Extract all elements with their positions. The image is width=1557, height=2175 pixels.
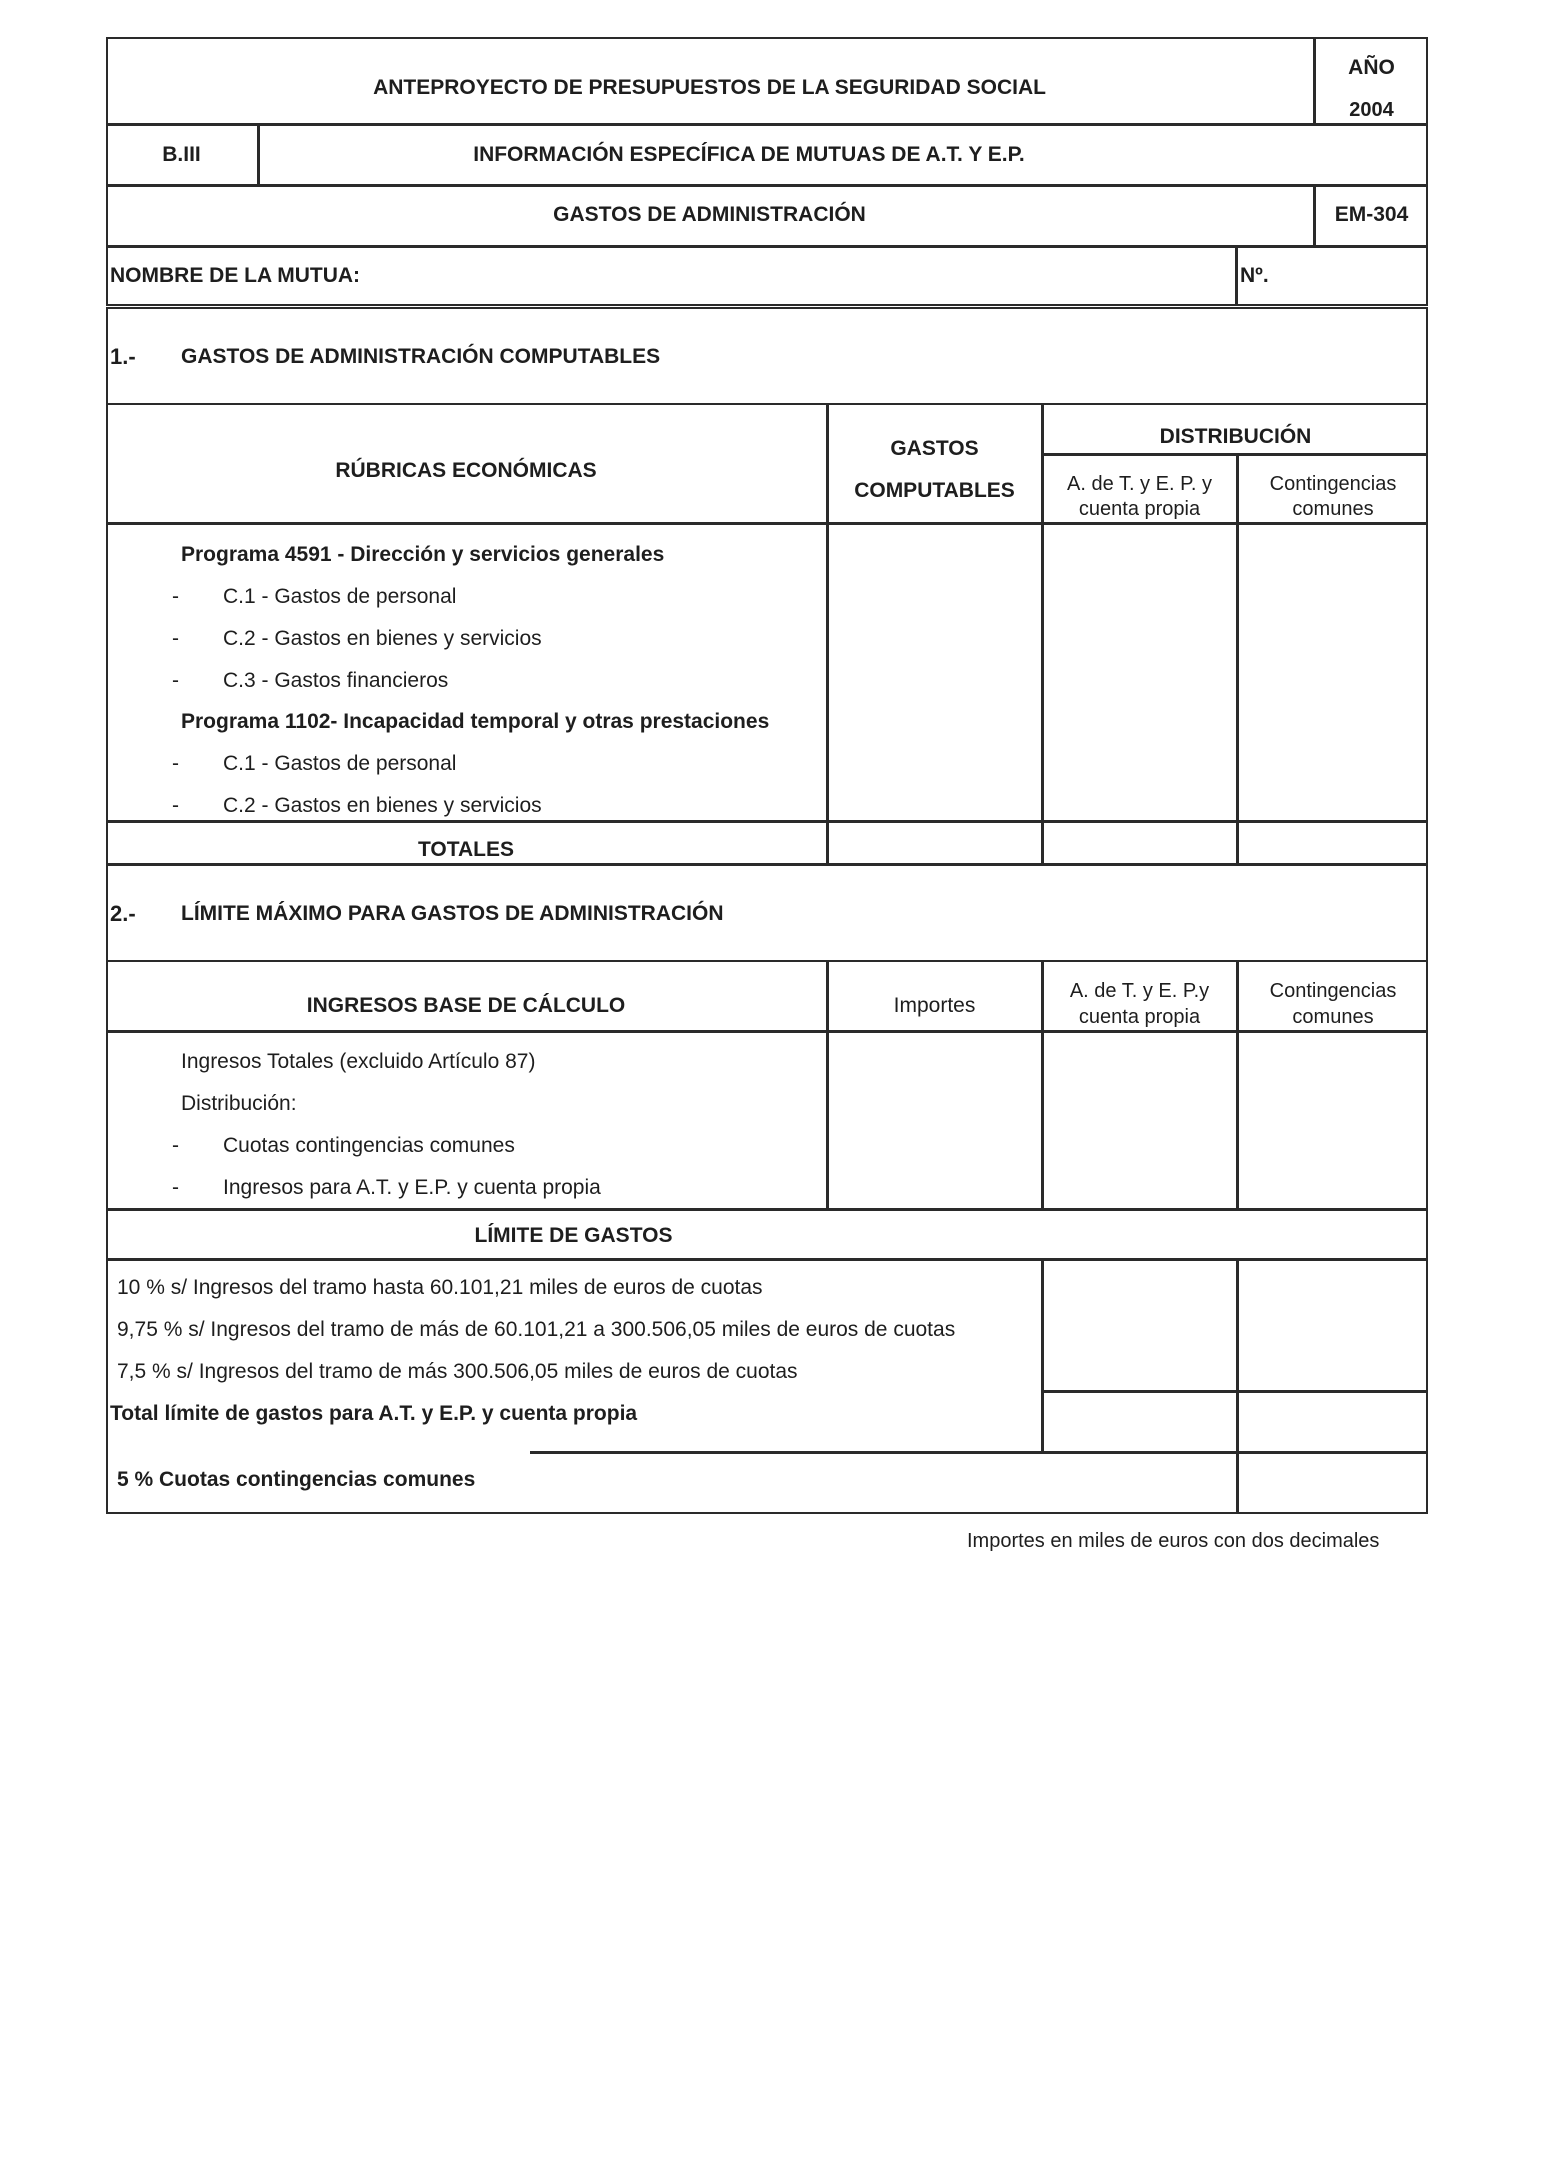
limite-row-75: 7,5 % s/ Ingresos del tramo de más 300.506,05 miles de euros de cuotas bbox=[117, 1360, 798, 1383]
row-dash: - bbox=[172, 1134, 179, 1157]
col-header-rubricas: RÚBRICAS ECONÓMICAS bbox=[335, 459, 597, 482]
section-1-title: GASTOS DE ADMINISTRACIÓN COMPUTABLES bbox=[181, 345, 661, 368]
col-header-at-line2: cuenta propia bbox=[1078, 1006, 1201, 1028]
mutua-number-field[interactable] bbox=[1272, 248, 1426, 304]
row-dash: - bbox=[172, 752, 179, 775]
cuotas-5-label: 5 % Cuotas contingencias comunes bbox=[117, 1468, 476, 1491]
section-code: B.III bbox=[162, 143, 201, 166]
row-programa-4591: Programa 4591 - Dirección y servicios generales bbox=[181, 543, 665, 566]
cuotas-5-cc-input[interactable] bbox=[1239, 1454, 1427, 1512]
row-4591-c3: C.3 - Gastos financieros bbox=[223, 669, 449, 692]
row-1102-c2: C.2 - Gastos en bienes y servicios bbox=[223, 794, 542, 817]
divider bbox=[106, 184, 1428, 187]
mutua-number-label: Nº. bbox=[1240, 264, 1269, 287]
form-code: EM-304 bbox=[1334, 203, 1409, 226]
col-header-cc-line1: Contingencias bbox=[1269, 980, 1397, 1002]
row-programa-1102: Programa 1102- Incapacidad temporal y otras prestaciones bbox=[181, 710, 770, 733]
importes-input[interactable] bbox=[829, 1033, 1040, 1207]
total-limite-label: Total límite de gastos para A.T. y E.P. y cuenta propia bbox=[110, 1402, 638, 1425]
limite-cc-input[interactable] bbox=[1239, 1261, 1427, 1389]
limite-title: LÍMITE DE GASTOS bbox=[474, 1224, 673, 1247]
total-limite-at-input[interactable] bbox=[1044, 1393, 1235, 1450]
col-header-cc-line2: comunes bbox=[1292, 498, 1374, 520]
footer-note: Importes en miles de euros con dos decimales bbox=[967, 1530, 1380, 1552]
col-header-cc-line2: comunes bbox=[1292, 1006, 1374, 1028]
divider bbox=[1041, 453, 1428, 456]
row-dash: - bbox=[172, 669, 179, 692]
col-header-ingresos: INGRESOS BASE DE CÁLCULO bbox=[306, 994, 626, 1017]
row-cuotas-cc: Cuotas contingencias comunes bbox=[223, 1134, 515, 1157]
ingresos-cc-input[interactable] bbox=[1239, 1033, 1427, 1207]
totals-label: TOTALES bbox=[417, 838, 515, 861]
col-header-distribucion: DISTRIBUCIÓN bbox=[1159, 425, 1312, 448]
form-title: GASTOS DE ADMINISTRACIÓN bbox=[553, 203, 866, 226]
distribucion-at-input[interactable] bbox=[1044, 525, 1235, 819]
row-dash: - bbox=[172, 794, 179, 817]
year-label: AÑO bbox=[1348, 56, 1395, 79]
mutua-name-label: NOMBRE DE LA MUTUA: bbox=[110, 264, 361, 287]
row-4591-c1: C.1 - Gastos de personal bbox=[223, 585, 457, 608]
row-dash: - bbox=[172, 627, 179, 650]
row-1102-c1: C.1 - Gastos de personal bbox=[223, 752, 457, 775]
col-header-at-line1: A. de T. y E. P. y bbox=[1067, 473, 1212, 495]
row-distribucion: Distribución: bbox=[181, 1092, 297, 1115]
section-title: INFORMACIÓN ESPECÍFICA DE MUTUAS DE A.T. Y E.P. bbox=[473, 143, 1025, 166]
limite-at-input[interactable] bbox=[1044, 1261, 1235, 1389]
section-2-title: LÍMITE MÁXIMO PARA GASTOS DE ADMINISTRACIÓN bbox=[181, 902, 724, 925]
year-value: 2004 bbox=[1349, 99, 1394, 121]
section-2-number: 2.- bbox=[110, 901, 136, 926]
limite-row-975: 9,75 % s/ Ingresos del tramo de más de 60.101,21 a 300.506,05 miles de euros de cuotas bbox=[117, 1318, 956, 1341]
limite-row-10: 10 % s/ Ingresos del tramo hasta 60.101,21 miles de euros de cuotas bbox=[117, 1276, 763, 1299]
col-header-gastos: GASTOS bbox=[890, 437, 979, 460]
col-header-at-line1: A. de T. y E. P.y bbox=[1069, 980, 1210, 1002]
col-header-cc-line1: Contingencias bbox=[1269, 473, 1397, 495]
col-header-importes: Importes bbox=[893, 994, 976, 1017]
row-4591-c2: C.2 - Gastos en bienes y servicios bbox=[223, 627, 542, 650]
row-dash: - bbox=[172, 1176, 179, 1199]
mutua-name-field[interactable] bbox=[380, 248, 1232, 304]
col-header-computables: COMPUTABLES bbox=[854, 479, 1015, 502]
gastos-computables-input[interactable] bbox=[829, 525, 1040, 819]
row-ingresos-at: Ingresos para A.T. y E.P. y cuenta propia bbox=[223, 1176, 601, 1199]
row-dash: - bbox=[172, 585, 179, 608]
distribucion-cc-input[interactable] bbox=[1239, 525, 1427, 819]
divider bbox=[106, 1208, 1428, 1211]
page-title: ANTEPROYECTO DE PRESUPUESTOS DE LA SEGURIDAD SOCIAL bbox=[373, 76, 1046, 99]
col-header-at-line2: cuenta propia bbox=[1078, 498, 1201, 520]
ingresos-at-input[interactable] bbox=[1044, 1033, 1235, 1207]
total-limite-cc-input[interactable] bbox=[1239, 1393, 1427, 1450]
totals-cc-input[interactable] bbox=[1239, 823, 1427, 863]
totals-at-input[interactable] bbox=[1044, 823, 1235, 863]
section-1-number: 1.- bbox=[110, 344, 136, 369]
divider bbox=[1235, 245, 1238, 306]
row-ingresos-totales: Ingresos Totales (excluido Artículo 87) bbox=[181, 1050, 536, 1073]
totals-gastos-input[interactable] bbox=[829, 823, 1040, 863]
divider bbox=[106, 123, 1428, 126]
